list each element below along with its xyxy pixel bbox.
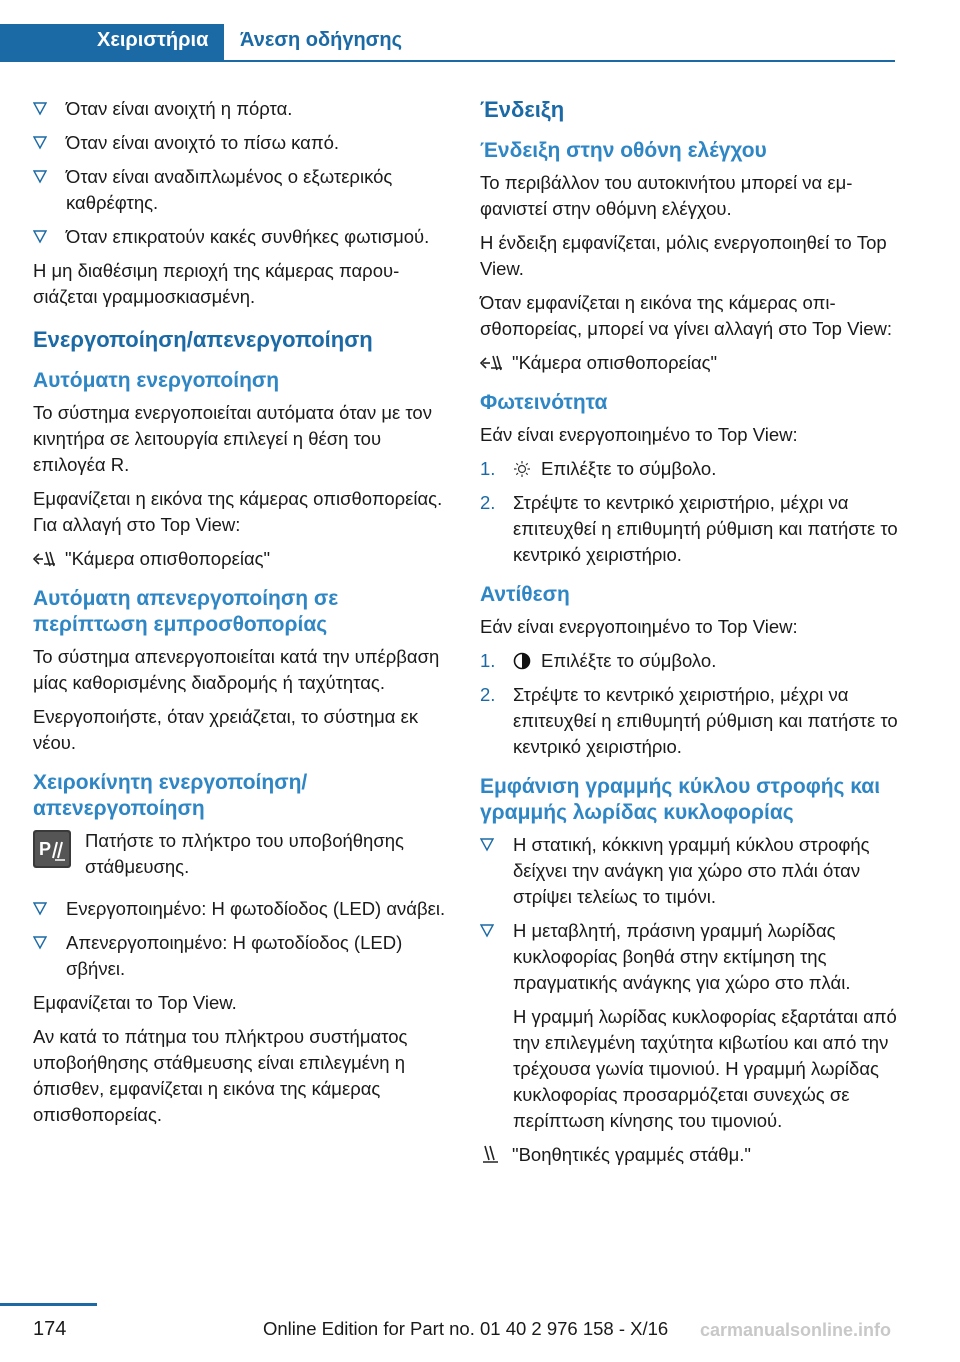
triangle-bullet-icon (33, 900, 47, 916)
brightness-heading: Φωτεινότητα (480, 391, 608, 414)
brightness-text: Εάν είναι ενεργοποιημένο το Top View: (480, 424, 798, 445)
rear-camera-icon (33, 548, 57, 570)
auto-deactivation-heading: Αυτόματη απενεργοποίηση σε περίπτωση εμπροσθοπορίας (33, 587, 339, 636)
display-text-1: Το περιβάλλον του αυτοκινήτου μπορεί να εμφανιστεί στην οθόμνη ελέγχου. (480, 172, 853, 219)
display-heading: Ένδειξη (480, 97, 565, 122)
list-item: 1. Επιλέξτε το σύμβολο. (480, 458, 717, 479)
led-states-list (33, 896, 453, 982)
display-text-3: Όταν εμφανίζεται η εικόνα της κάμερας οπισθοπορείας, μπορεί να γίνει αλλαγή στο Top View: (480, 292, 893, 339)
brightness-icon (513, 460, 531, 478)
list-item: Ενεργοποιημένο: Η φωτοδίοδος (LED) ανάβει. (33, 896, 453, 922)
list-item: Όταν είναι ανοιχτή η πόρτα. (33, 96, 453, 122)
contrast-icon (513, 652, 531, 670)
brightness-steps (480, 456, 900, 568)
list-item: 1. Επιλέξτε το σύμβολο. (480, 650, 717, 671)
left-column (33, 96, 453, 1136)
reverse-text: Αν κατά το πάτημα του πλήκτρου συστήματος υποβοήθησης στάθμευσης είναι επιλεγμένη η όπισθεν, εμφανίζεται η εικόνα της κάμερας οπισθοπορείας. (33, 1026, 408, 1125)
park-button-instruction (33, 828, 453, 880)
triangle-bullet-icon (33, 100, 47, 116)
auto-activation-heading: Αυτόματη ενεργοποίηση (33, 369, 280, 392)
page-number: 174 (33, 1318, 67, 1340)
rear-camera-line: "Κάμερα οπισθοπορείας" (480, 350, 900, 376)
auto-activation-text: Το σύστημα ενεργοποιείται αυτόματα όταν με τον κινητήρα σε λειτουργία επιλεγεί η θέση του επιλογέα R. (33, 402, 432, 475)
topview-text: Εμφανίζεται το Top View. (33, 992, 237, 1013)
header-chapter-tab: Άνεση οδήγησης (240, 29, 402, 51)
contrast-steps (480, 648, 900, 760)
auto-deactivation-text: Το σύστημα απενεργοποιείται κατά την υπέρβαση μίας καθορισμένης διαδρομής ή ταχύτητας. (33, 646, 440, 693)
watermark: carmanualsonline.info (700, 1320, 892, 1340)
lines-list (480, 832, 900, 996)
park-assist-button-icon (33, 830, 71, 868)
svg-text:P: P (39, 839, 52, 859)
list-item: Απενεργοποιημένο: Η φωτοδίοδος (LED) σβήνει. (33, 930, 453, 982)
contrast-text: Εάν είναι ενεργοποιημένο το Top View: (480, 616, 798, 637)
parking-lines-icon (480, 1144, 504, 1166)
list-item: Η στατική, κόκκινη γραμμή κύκλου στροφής δείχνει την ανάγκη για χώρο στο πλάι όταν στρίψει τελείως το τιμόνι. (480, 832, 900, 910)
list-item: Όταν επικρατούν κακές συνθήκες φωτισμού. (33, 224, 453, 250)
activation-heading: Ενεργοποίηση/απενεργοποίηση (33, 327, 373, 352)
parking-lines-line: "Βοηθητικές γραμμές στάθμ." (480, 1142, 900, 1168)
list-item: Όταν είναι ανοιχτό το πίσω καπό. (33, 130, 453, 156)
contrast-heading: Αντίθεση (480, 583, 570, 606)
list-item: 2. Στρέψτε το κεντρικό χειριστήριο, μέχρι να επιτευχθεί η επιθυμητή ρύθμιση και πατήστε το κεντρικό χειριστήριο. (480, 492, 898, 565)
triangle-bullet-icon (33, 134, 47, 150)
edition-text: Online Edition for Part no. 01 40 2 976 158 - X/16 (263, 1318, 669, 1339)
triangle-bullet-icon (480, 836, 494, 852)
triangle-bullet-icon (33, 168, 47, 184)
header-section-tab: Χειριστήρια (0, 24, 224, 60)
conditions-list (33, 96, 453, 250)
list-item: Η μεταβλητή, πράσινη γραμμή λωρίδας κυκλοφορίας βοηθά στην εκτίμηση της πραγματικής ανάγκης για χώρο στο πλάι. (480, 918, 900, 996)
triangle-bullet-icon (480, 922, 494, 938)
auto-activation-text-2: Εμφανίζεται η εικόνα της κάμερας οπισθοπορείας. Για αλλαγή στο Top View: (33, 488, 443, 535)
lines-heading: Εμφάνιση γραμμής κύκλου στροφής και γραμμής λωρίδας κυκλοφορίας (480, 775, 881, 824)
triangle-bullet-icon (33, 228, 47, 244)
display-text-2: Η ένδειξη εμφανίζεται, μόλις ενεργοποιηθεί το Top View. (480, 232, 887, 279)
manual-activation-heading: Χειροκίνητη ενεργοποίηση/ απενεργοποίηση (33, 771, 308, 820)
running-header (0, 24, 895, 62)
lane-line-text: Η γραμμή λωρίδας κυκλοφορίας εξαρτάται από την επιλεγμένη ταχύτητα κιβωτίου και από την τρέχουσα γωνία τιμονιού. Η γραμμή λωρίδας κυκλοφορίας προσαρμόζεται συνεχώς σε περίπτωση κίνησης του τιμονιού. (513, 1006, 897, 1131)
display-screen-heading: Ένδειξη στην οθόνη ελέγχου (480, 139, 767, 162)
triangle-bullet-icon (33, 934, 47, 950)
park-button-text: Πατήστε το πλήκτρο του υποβοήθησης στάθμευσης. (85, 830, 404, 877)
auto-deactivation-text-2: Ενεργοποιήστε, όταν χρειάζεται, το σύστημα εκ νέου. (33, 706, 419, 753)
rear-camera-line: "Κάμερα οπισθοπορείας" (33, 546, 453, 572)
rear-camera-icon (480, 352, 504, 374)
list-item: Όταν είναι αναδιπλωμένος ο εξωτερικός καθρέφτης. (33, 164, 453, 216)
footer-rule (0, 1303, 97, 1306)
right-column (480, 96, 900, 1176)
unavailable-area-text: Η μη διαθέσιμη περιοχή της κάμερας παρουσιάζεται γραμμοσκιασμένη. (33, 260, 400, 307)
list-item: 2. Στρέψτε το κεντρικό χειριστήριο, μέχρι να επιτευχθεί η επιθυμητή ρύθμιση και πατήστε το κεντρικό χειριστήριο. (480, 684, 898, 757)
